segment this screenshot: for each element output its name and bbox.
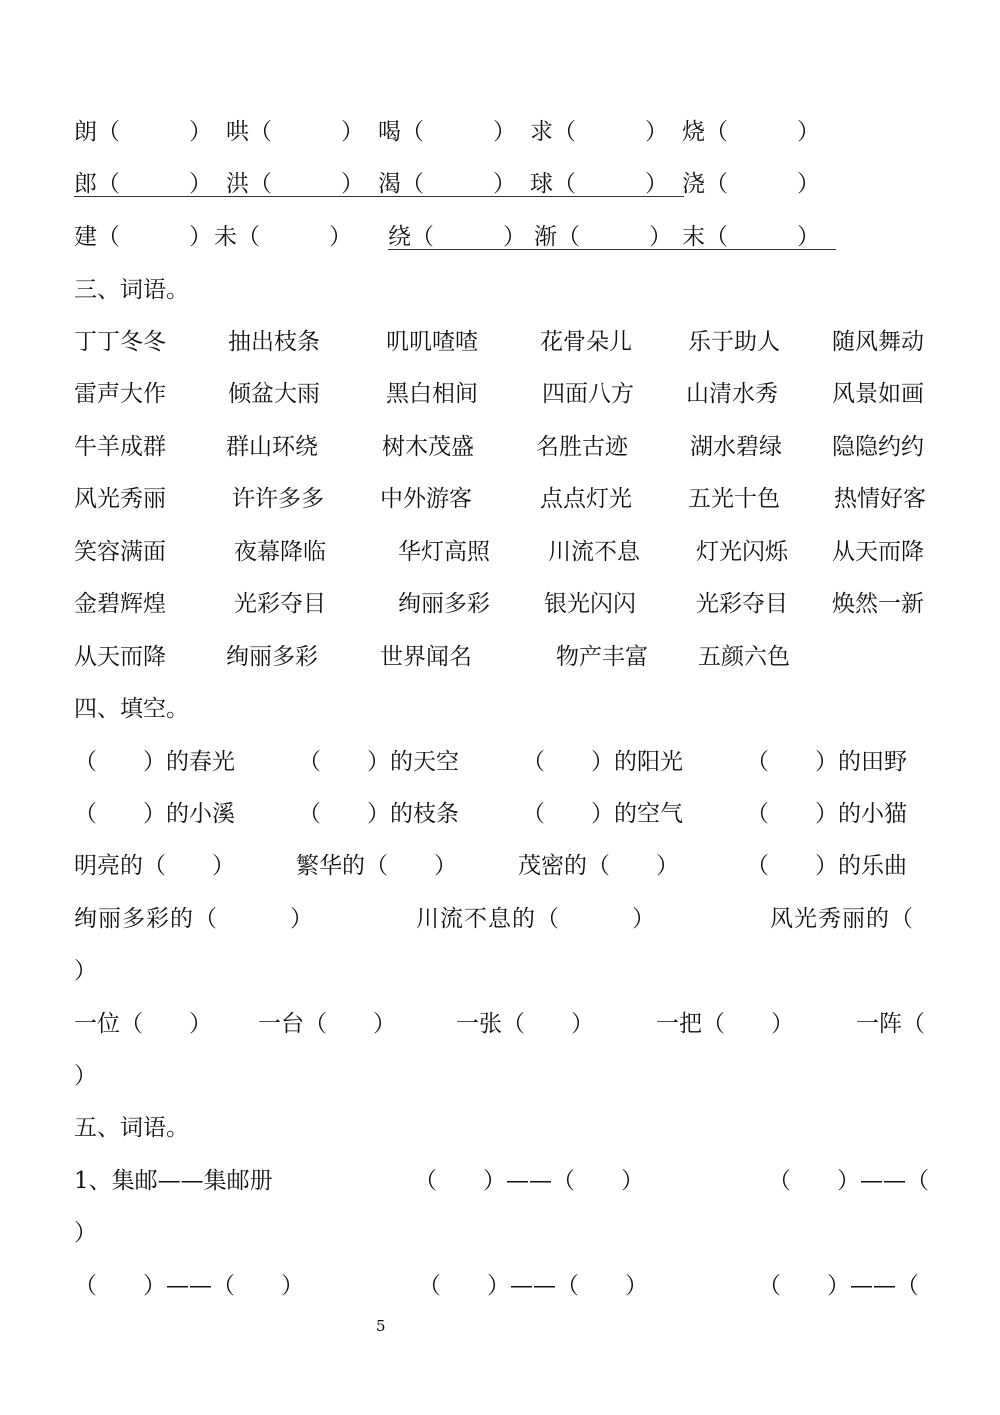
- word-item: 牛羊成群: [74, 434, 166, 460]
- fill-item: （ ）的田野: [746, 749, 907, 775]
- word-item: 湖水碧绿: [690, 434, 782, 460]
- word-item: 从天而降: [832, 539, 924, 565]
- char-row-2: [74, 164, 934, 204]
- fill-item: （ ）的春光: [74, 749, 235, 775]
- measure-item: 一位（ ）: [74, 1011, 212, 1037]
- word-item: 五光十色: [688, 486, 780, 512]
- word-pair-item: （ ）——（: [758, 1273, 919, 1299]
- fill-row: [74, 794, 934, 834]
- measure-item: 一阵（: [856, 1011, 925, 1037]
- word-row: [74, 479, 934, 519]
- word-item: 世界闻名: [380, 644, 472, 670]
- fill-item: 明亮的（ ）: [74, 853, 235, 879]
- char-item: 求（ ）: [530, 119, 668, 145]
- word-item: 花骨朵儿: [540, 329, 632, 355]
- word-item: 绚丽多彩: [398, 591, 490, 617]
- char-item: 哄（ ）: [226, 119, 364, 145]
- char-item: 渴（ ）: [378, 171, 516, 197]
- word-item: 焕然一新: [832, 591, 924, 617]
- word-item: 群山环绕: [226, 434, 318, 460]
- char-item: 未（ ）: [214, 224, 352, 250]
- section-title: 四、填空。: [74, 696, 189, 722]
- word-item: 倾盆大雨: [228, 381, 320, 407]
- word-item: 绚丽多彩: [226, 644, 318, 670]
- char-item: 洪（ ）: [226, 171, 364, 197]
- fill-item: （ ）的天空: [298, 749, 459, 775]
- word-item: 从天而降: [74, 644, 166, 670]
- char-row-3: [74, 217, 934, 257]
- char-item: 烧（ ）: [682, 119, 820, 145]
- word-item: 五颜六色: [698, 644, 790, 670]
- word-row: [74, 584, 934, 624]
- word-item: 隐隐约约: [832, 434, 924, 460]
- char-item: 球（ ）: [530, 171, 668, 197]
- measure-item: 一台（ ）: [258, 1011, 396, 1037]
- char-item: 浇（ ）: [682, 171, 820, 197]
- word-item: 夜幕降临: [234, 539, 326, 565]
- word-item: 树木茂盛: [382, 434, 474, 460]
- underline-rule: [74, 196, 684, 197]
- char-item: 郎（ ）: [74, 171, 212, 197]
- word-pair-item: （ ）——（: [768, 1168, 929, 1194]
- word-item: 黑白相间: [386, 381, 478, 407]
- word-row: [74, 322, 934, 362]
- fill-row: [74, 1004, 934, 1044]
- char-item: 朗（ ）: [74, 119, 212, 145]
- fill-item: （ ）的乐曲: [746, 853, 907, 879]
- word-item: 抽出枝条: [228, 329, 320, 355]
- word-item: 四面八方: [542, 381, 634, 407]
- word-pair-row: [74, 1161, 934, 1201]
- word-item: 随风舞动: [832, 329, 924, 355]
- fill-row: [74, 899, 934, 939]
- word-item: 中外游客: [380, 486, 472, 512]
- wrapped-paren: ）: [74, 1220, 97, 1246]
- fill-item: 繁华的（ ）: [296, 853, 457, 879]
- word-pair-item: （ ）——（ ）: [418, 1273, 648, 1299]
- fill-item: 风光秀丽的（: [770, 906, 914, 932]
- word-item: 风景如画: [832, 381, 924, 407]
- wrapped-paren: ）: [74, 1063, 97, 1089]
- word-item: 光彩夺目: [696, 591, 788, 617]
- char-item: 建（ ）: [74, 224, 212, 250]
- word-item: 乐于助人: [688, 329, 780, 355]
- fill-row: [74, 742, 934, 782]
- word-item: 热情好客: [834, 486, 926, 512]
- word-item: 华灯高照: [398, 539, 490, 565]
- word-item: 风光秀丽: [74, 486, 166, 512]
- wrapped-paren: ）: [74, 958, 97, 984]
- word-row: [74, 374, 934, 414]
- page-number: 5: [376, 1317, 386, 1335]
- word-item: 灯光闪烁: [696, 539, 788, 565]
- word-pair-item: （ ）——（ ）: [414, 1168, 644, 1194]
- word-item: 物产丰富: [556, 644, 648, 670]
- fill-item: （ ）的枝条: [298, 801, 459, 827]
- word-item: 丁丁冬冬: [74, 329, 166, 355]
- fill-item: 绚丽多彩的（ ）: [74, 906, 314, 932]
- word-item: 笑容满面: [74, 539, 166, 565]
- measure-item: 一张（ ）: [456, 1011, 594, 1037]
- char-item: 渐（ ）: [534, 224, 672, 250]
- char-item: 喝（ ）: [378, 119, 516, 145]
- word-item: 山清水秀: [686, 381, 778, 407]
- section-title: 五、词语。: [74, 1115, 189, 1141]
- word-item: 银光闪闪: [544, 591, 636, 617]
- word-row: [74, 532, 934, 572]
- word-item: 许许多多: [232, 486, 324, 512]
- word-item: 点点灯光: [540, 486, 632, 512]
- section-title: 三、词语。: [74, 277, 189, 303]
- word-item: 光彩夺目: [234, 591, 326, 617]
- word-item: 名胜古迹: [536, 434, 628, 460]
- fill-item: （ ）的阳光: [522, 749, 683, 775]
- fill-item: （ ）的小溪: [74, 801, 235, 827]
- word-item: 雷声大作: [74, 381, 166, 407]
- fill-item: 川流不息的（ ）: [416, 906, 656, 932]
- char-row-1: [74, 112, 934, 152]
- fill-row: [74, 846, 934, 886]
- word-row: [74, 637, 934, 677]
- word-pair-row: [74, 1266, 934, 1306]
- word-pair-example: 1、集邮——集邮册: [74, 1168, 273, 1194]
- fill-item: 茂密的（ ）: [518, 853, 679, 879]
- char-item: 末（ ）: [682, 224, 820, 250]
- word-item: 金碧辉煌: [74, 591, 166, 617]
- fill-item: （ ）的空气: [522, 801, 683, 827]
- char-item: 绕（ ）: [388, 224, 526, 250]
- word-item: 川流不息: [548, 539, 640, 565]
- word-pair-item: （ ）——（ ）: [74, 1273, 304, 1299]
- measure-item: 一把（ ）: [656, 1011, 794, 1037]
- word-row: [74, 427, 934, 467]
- underline-rule: [388, 249, 836, 250]
- word-item: 叽叽喳喳: [386, 329, 478, 355]
- fill-item: （ ）的小猫: [746, 801, 907, 827]
